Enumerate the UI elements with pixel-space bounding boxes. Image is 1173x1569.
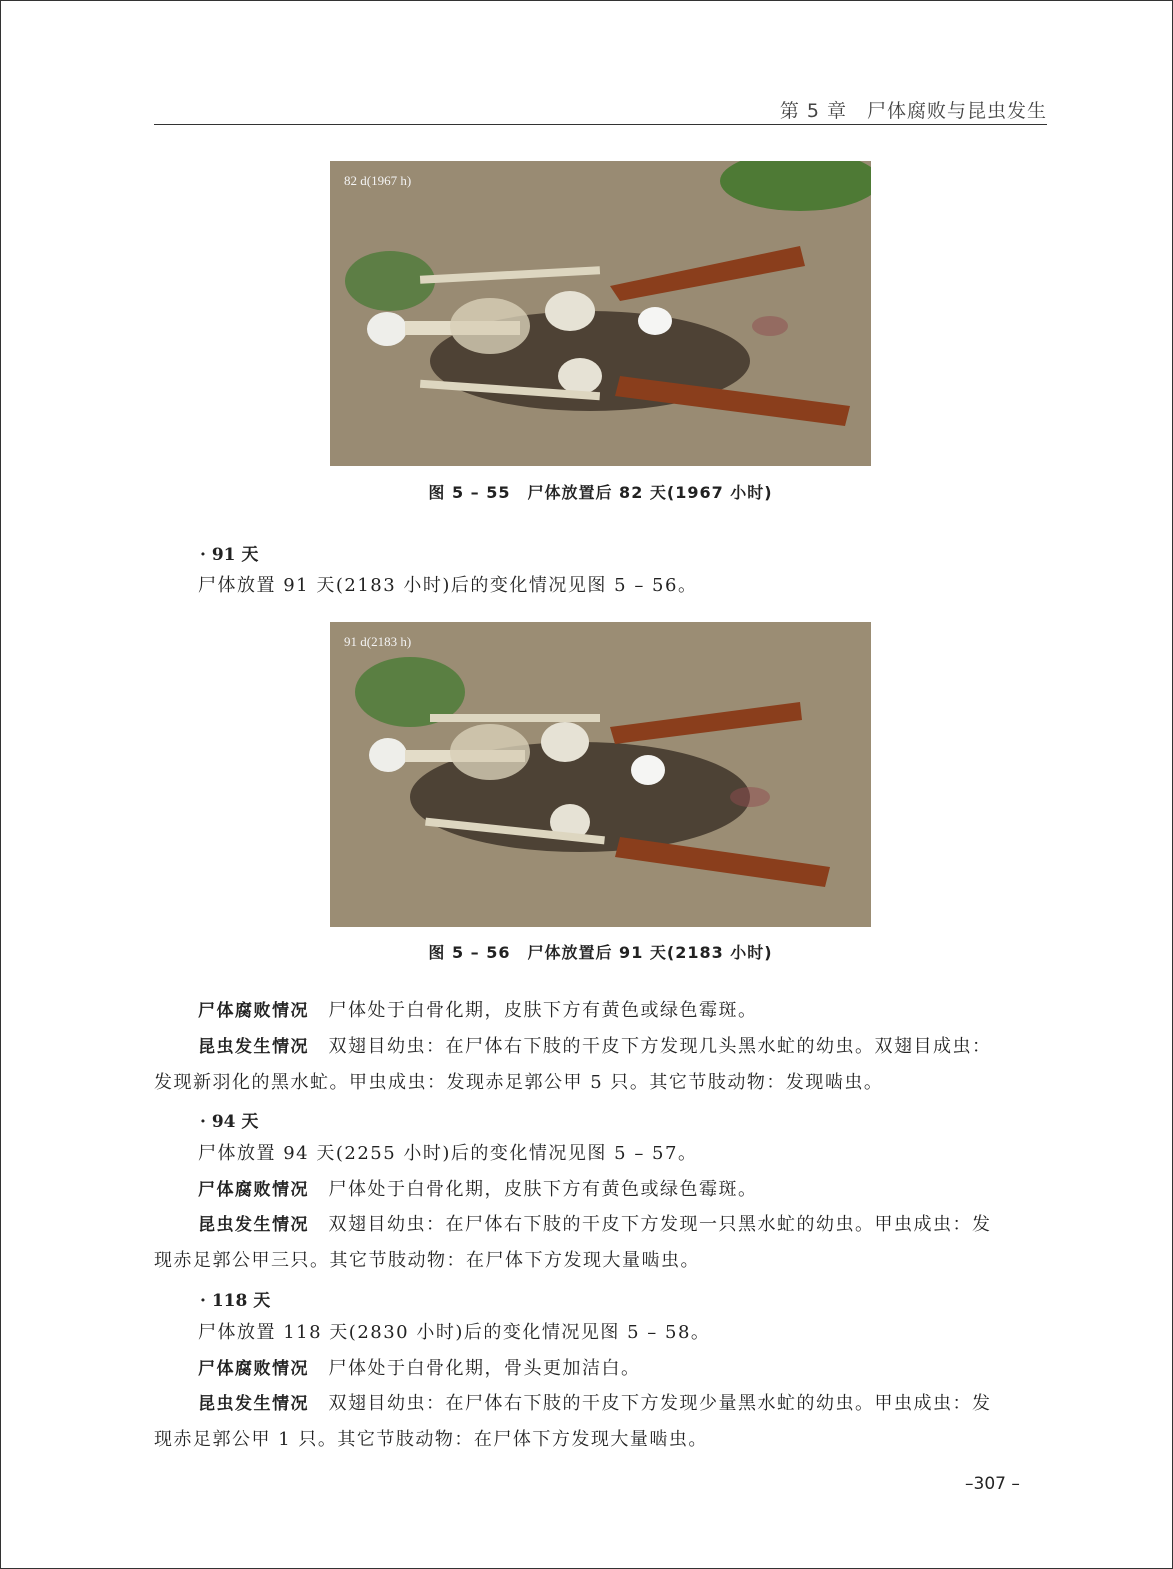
insect-paragraph-continued: 发现新羽化的黑水虻。甲虫成虫：发现赤足郭公甲 5 只。其它节肢动物：发现啮虫。	[154, 1072, 884, 1093]
decay-text: 尸体处于白骨化期，皮肤下方有黄色或绿色霉斑。	[328, 1000, 758, 1021]
insect-label: 昆虫发生情况	[198, 1037, 309, 1057]
insect-text: 双翅目幼虫：在尸体右下肢的干皮下方发现一只黑水虻的幼虫。甲虫成虫：发	[328, 1214, 992, 1235]
figure-photo-91d	[330, 622, 871, 927]
insect-text: 双翅目幼虫：在尸体右下肢的干皮下方发现几头黑水虻的幼虫。双翅目成虫：	[328, 1036, 992, 1057]
decay-paragraph	[154, 1351, 1047, 1387]
decay-paragraph	[154, 1172, 1047, 1208]
decay-paragraph	[154, 993, 1047, 1029]
decay-label: 尸体腐败情况	[198, 1359, 309, 1379]
section-heading: · 94 天	[200, 1112, 259, 1132]
photo-time-label: 91 d(2183 h)	[344, 634, 412, 649]
insect-text: 双翅目幼虫：在尸体右下肢的干皮下方发现少量黑水虻的幼虫。甲虫成虫：发	[328, 1393, 992, 1414]
section-heading: · 91 天	[200, 545, 259, 565]
chapter-title: 第 5 章 尸体腐败与昆虫发生	[779, 100, 1047, 122]
decay-label: 尸体腐败情况	[198, 1001, 309, 1021]
paragraph: 尸体放置 91 天(2183 小时)后的变化情况见图 5 – 56。	[198, 575, 698, 596]
decay-text: 尸体处于白骨化期，骨头更加洁白。	[328, 1358, 641, 1379]
paragraph: 尸体放置 94 天(2255 小时)后的变化情况见图 5 – 57。	[198, 1143, 698, 1164]
insect-paragraph-continued: 现赤足郭公甲三只。其它节肢动物：在尸体下方发现大量啮虫。	[154, 1250, 700, 1271]
running-header	[154, 94, 1047, 125]
photo-time-label: 82 d(1967 h)	[344, 173, 412, 188]
insect-label: 昆虫发生情况	[198, 1394, 309, 1414]
insect-paragraph	[154, 1207, 1047, 1243]
section-heading: · 118 天	[200, 1291, 271, 1311]
decay-text: 尸体处于白骨化期，皮肤下方有黄色或绿色霉斑。	[328, 1179, 758, 1200]
figure-caption: 图 5 – 56 尸体放置后 91 天(2183 小时)	[428, 943, 773, 962]
insect-label: 昆虫发生情况	[198, 1215, 309, 1235]
decay-label: 尸体腐败情况	[198, 1180, 309, 1200]
insect-paragraph-continued: 现赤足郭公甲 1 只。其它节肢动物：在尸体下方发现大量啮虫。	[154, 1429, 708, 1450]
page-number: –307 –	[965, 1474, 1020, 1494]
paragraph: 尸体放置 118 天(2830 小时)后的变化情况见图 5 – 58。	[198, 1322, 711, 1343]
insect-paragraph	[154, 1386, 1047, 1422]
figure-photo-82d	[330, 161, 871, 466]
skeleton-photo-illustration	[330, 161, 871, 466]
insect-paragraph	[154, 1029, 1047, 1065]
figure-caption: 图 5 – 55 尸体放置后 82 天(1967 小时)	[428, 483, 773, 502]
skeleton-photo-illustration	[330, 622, 871, 927]
